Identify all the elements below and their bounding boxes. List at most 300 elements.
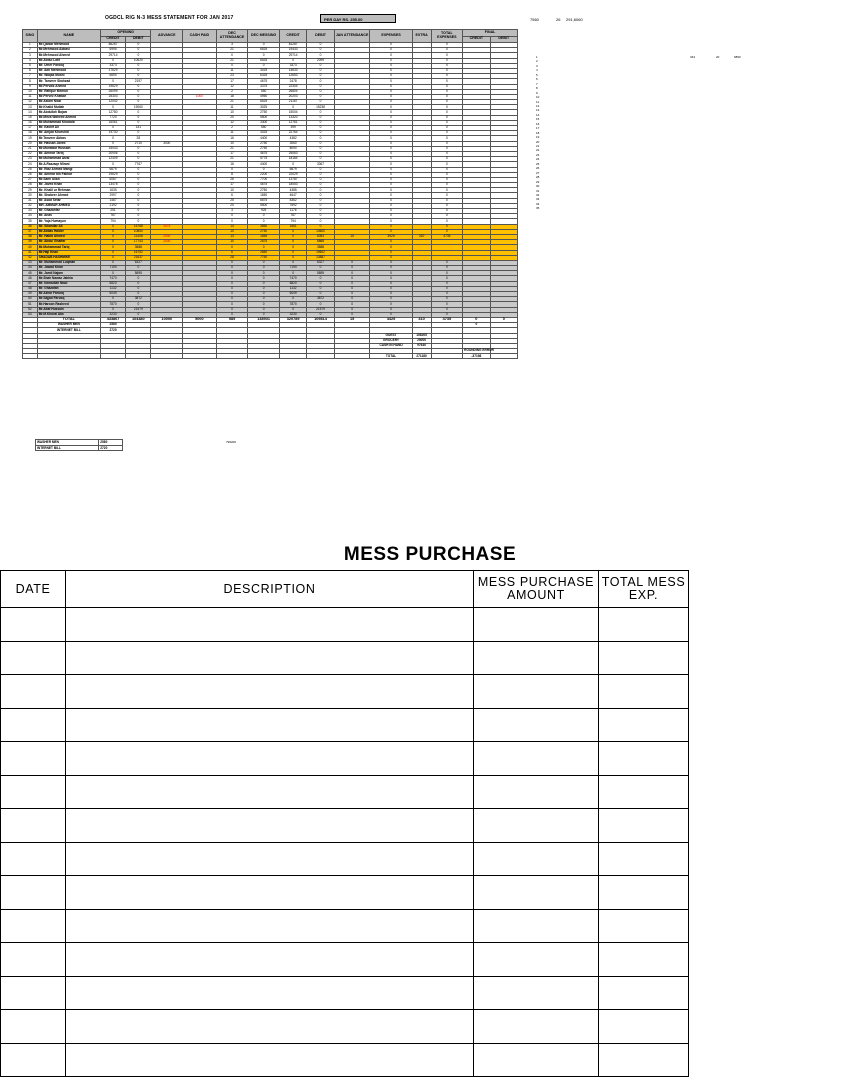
statement-cell: 0 xyxy=(126,172,151,177)
purchase-cell[interactable] xyxy=(66,742,474,776)
side-number: 8 xyxy=(536,86,538,91)
footer-cell xyxy=(37,354,100,359)
total-cell: 109814 xyxy=(307,317,334,322)
member-name-cell: Mr.Pervez Khawar xyxy=(37,94,100,99)
statement-cell: 16752 xyxy=(126,250,151,255)
statement-cell: 3373 xyxy=(100,63,125,68)
statement-cell: 10850 xyxy=(126,229,151,234)
statement-cell: 0 xyxy=(279,260,306,265)
statement-cell: 0 xyxy=(370,162,412,167)
statement-cell: 0 xyxy=(216,53,248,58)
purchase-cell[interactable] xyxy=(1,876,66,910)
statement-cell: 0 xyxy=(334,266,370,271)
statement-cell: 17 xyxy=(216,183,248,188)
purchase-row xyxy=(1,909,689,943)
statement-cell: 0 xyxy=(216,63,248,68)
statement-cell: 0 xyxy=(307,266,334,271)
statement-cell: 0 xyxy=(126,193,151,198)
statement-cell: 22764 xyxy=(279,131,306,136)
statement-cell: 26 xyxy=(216,177,248,182)
statement-cell: 34 xyxy=(23,214,38,219)
side-number: 1 xyxy=(536,55,538,59)
statement-cell: 0 xyxy=(431,271,463,276)
purchase-cell[interactable] xyxy=(474,641,599,675)
purchase-cell[interactable] xyxy=(599,842,689,876)
purchase-cell[interactable] xyxy=(599,775,689,809)
statement-cell: 0 xyxy=(248,219,280,224)
statement-cell: 12780 xyxy=(100,110,125,115)
statement-cell: 2000 xyxy=(151,240,183,245)
statement-cell: 2200 xyxy=(248,172,280,177)
statement-cell: 0 xyxy=(370,177,412,182)
statement-cell: 0 xyxy=(307,94,334,99)
statement-cell: 0 xyxy=(100,245,125,250)
purchase-cell[interactable] xyxy=(1,943,66,977)
statement-cell: 0 xyxy=(307,131,334,136)
statement-cell: 6327 xyxy=(126,260,151,265)
member-name-cell: Mr. Riaz Ahmed Mangi xyxy=(37,167,100,172)
purchase-cell[interactable] xyxy=(599,675,689,709)
purchase-cell[interactable] xyxy=(474,1043,599,1077)
header-total-mess-exp: TOTAL MESS EXP. xyxy=(599,571,689,608)
statement-cell: 0 xyxy=(370,105,412,110)
statement-cell: 3367 xyxy=(307,162,334,167)
corner-value-1: 7560 xyxy=(530,17,539,22)
member-name-cell: Mr.A.Razzaqe Mirani xyxy=(37,162,100,167)
statement-cell: 7470 xyxy=(100,276,125,281)
statement-cell: 0 xyxy=(216,276,248,281)
purchase-cell[interactable] xyxy=(599,608,689,642)
header-final-debit: DEBIT xyxy=(490,36,517,43)
statement-cell: 6049 xyxy=(279,292,306,297)
footer-cell: 108205 xyxy=(412,333,431,338)
purchase-cell[interactable] xyxy=(474,842,599,876)
statement-cell: 3000 xyxy=(151,141,183,146)
header-sno: S/NO xyxy=(23,30,38,43)
statement-cell: 0 xyxy=(431,286,463,291)
statement-cell: 0 xyxy=(248,297,280,302)
header-opening-credit: CREDIT xyxy=(100,36,125,43)
purchase-cell[interactable] xyxy=(66,641,474,675)
purchase-cell[interactable] xyxy=(66,842,474,876)
header-opening: OPENING xyxy=(100,30,151,37)
purchase-cell[interactable] xyxy=(474,943,599,977)
purchase-cell[interactable] xyxy=(599,909,689,943)
statement-cell: 43 xyxy=(23,260,38,265)
member-name-cell: Mr. Muhammad Luqman xyxy=(37,260,100,265)
statement-cell: 19 xyxy=(23,136,38,141)
statement-cell: 0 xyxy=(307,74,334,79)
statement-cell: 0 xyxy=(126,151,151,156)
member-name-cell: Mr. Abdul Ghaffar xyxy=(37,240,100,245)
statement-cell: 86287 xyxy=(100,43,125,48)
footer-cell xyxy=(490,354,517,359)
statement-cell: 0 xyxy=(216,245,248,250)
statement-cell: 4647 xyxy=(279,193,306,198)
statement-cell: 0 xyxy=(370,43,412,48)
statement-cell: 0 xyxy=(126,89,151,94)
header-debit: DEBIT xyxy=(307,30,334,43)
statement-cell: 44 xyxy=(23,266,38,271)
purchase-cell[interactable] xyxy=(66,1043,474,1077)
statement-cell: 0 xyxy=(126,198,151,203)
total-cell: 15 xyxy=(334,317,370,322)
statement-cell: 81287 xyxy=(279,43,306,48)
purchase-cell[interactable] xyxy=(599,1010,689,1044)
member-name-cell: Mr.Abdul Latif xyxy=(37,58,100,63)
statement-cell: 0 xyxy=(100,297,125,302)
purchase-cell[interactable] xyxy=(1,1010,66,1044)
purchase-cell[interactable] xyxy=(1,641,66,675)
side-number: 31 xyxy=(536,188,540,193)
side-number: 28 xyxy=(536,175,540,180)
statement-cell: 29 xyxy=(23,188,38,193)
statement-cell: 0 xyxy=(370,286,412,291)
footer-cell: 271180 xyxy=(412,354,431,359)
statement-title: OGDCL RIG N-3 MESS STATEMENT FOR JAN 2017 xyxy=(105,15,234,21)
statement-cell: 0 xyxy=(100,126,125,131)
statement-cell: 0 xyxy=(307,224,334,229)
statement-cell: 0 xyxy=(248,214,280,219)
statement-cell: 0 xyxy=(126,48,151,53)
statement-cell: 1487 xyxy=(100,198,125,203)
side-number: 13 xyxy=(536,108,540,113)
statement-cell: 0 xyxy=(431,229,463,234)
statement-cell: 28 xyxy=(23,183,38,188)
purchase-cell[interactable] xyxy=(599,708,689,742)
purchase-cell[interactable] xyxy=(474,775,599,809)
side-number: 15 xyxy=(536,117,540,122)
member-name-cell: Mr.Pervaiz Ahmed xyxy=(37,84,100,89)
statement-cell: 7700 xyxy=(248,177,280,182)
purchase-cell[interactable] xyxy=(474,708,599,742)
purchase-cell[interactable] xyxy=(474,909,599,943)
statement-cell: 2478 xyxy=(279,79,306,84)
side-number: 9 xyxy=(536,90,538,95)
purchase-cell[interactable] xyxy=(66,976,474,1010)
statement-cell: 13600 xyxy=(307,229,334,234)
statement-cell: 16788 xyxy=(126,224,151,229)
statement-cell: 2197 xyxy=(126,79,151,84)
statement-cell: 0 xyxy=(370,260,412,265)
statement-cell: 21 xyxy=(216,48,248,53)
statement-cell: 15 xyxy=(23,115,38,120)
statement-cell: 3025 xyxy=(248,131,280,136)
purchase-cell[interactable] xyxy=(599,976,689,1010)
statement-cell: 0 xyxy=(431,162,463,167)
statement-cell: 5895 xyxy=(126,271,151,276)
purchase-cell[interactable] xyxy=(1,809,66,843)
statement-cell: 0 xyxy=(279,234,306,239)
statement-cell: 22304 xyxy=(279,84,306,89)
statement-cell: 0 xyxy=(431,260,463,265)
statement-cell: 0 xyxy=(370,146,412,151)
member-name-cell: Mr. Yaja Humayun xyxy=(37,219,100,224)
statement-cell: 0 xyxy=(431,172,463,177)
member-name-cell: Mr. Asad Setar xyxy=(37,198,100,203)
statement-cell: 0 xyxy=(370,48,412,53)
member-name-cell: Mr.Mehmood Ahmed xyxy=(37,53,100,58)
footer-cell: 2580 xyxy=(100,323,125,328)
purchase-row xyxy=(1,608,689,642)
footer-cell xyxy=(126,354,151,359)
statement-cell: 0 xyxy=(370,110,412,115)
purchase-cell[interactable] xyxy=(1,1043,66,1077)
statement-cell: 10 xyxy=(216,110,248,115)
statement-cell: 2750 xyxy=(248,110,280,115)
statement-cell: 0 xyxy=(431,203,463,208)
purchase-cell[interactable] xyxy=(66,708,474,742)
purchase-row xyxy=(1,641,689,675)
statement-cell: 0 xyxy=(431,48,463,53)
statement-cell: 0 xyxy=(126,203,151,208)
statement-cell: 0 xyxy=(248,302,280,307)
statement-cell: 22 xyxy=(23,151,38,156)
footer-cell: CASH IN HAND xyxy=(370,343,412,348)
statement-cell: 0 xyxy=(126,312,151,317)
purchase-cell[interactable] xyxy=(1,675,66,709)
purchase-cell[interactable] xyxy=(1,742,66,776)
statement-cell: 0 xyxy=(307,53,334,58)
side-number: 25 xyxy=(536,161,540,166)
member-name-cell: SHADAB HASHMIKE xyxy=(37,255,100,260)
statement-cell: 37 xyxy=(23,229,38,234)
purchase-cell[interactable] xyxy=(599,943,689,977)
purchase-cell[interactable] xyxy=(474,742,599,776)
member-name-cell: Mr.Muhammad Khubaib xyxy=(37,120,100,125)
purchase-cell[interactable] xyxy=(1,909,66,943)
statement-cell: 0 xyxy=(248,312,280,317)
statement-cell: 13787 xyxy=(279,177,306,182)
mini-internet-value: 2720 xyxy=(99,445,123,451)
purchase-cell[interactable] xyxy=(474,976,599,1010)
statement-cell: 0 xyxy=(126,84,151,89)
member-name-cell: Mr.Mirza Waheed Ahmed xyxy=(37,115,100,120)
statement-cell: 3025 xyxy=(248,105,280,110)
statement-cell: 16 xyxy=(23,120,38,125)
purchase-cell[interactable] xyxy=(1,775,66,809)
statement-cell: 0 xyxy=(334,297,370,302)
member-name-cell: Mr. Amjad Khurshid xyxy=(37,131,100,136)
total-cell: TOTAL xyxy=(37,317,100,322)
statement-cell: 11 xyxy=(23,94,38,99)
side-misc-3: 6860 xyxy=(734,55,741,59)
statement-cell: 0 xyxy=(431,312,463,317)
member-name-cell: Mr. Habib Ahmed xyxy=(37,234,100,239)
member-name-cell: Mr. Ghazafah xyxy=(37,286,100,291)
statement-cell: 25303 xyxy=(100,94,125,99)
statement-cell: 19629 xyxy=(100,84,125,89)
statement-cell: 3025 xyxy=(248,68,280,73)
statement-cell: 6875 xyxy=(248,198,280,203)
purchase-cell[interactable] xyxy=(474,608,599,642)
statement-cell: 36 xyxy=(23,224,38,229)
statement-cell: 5500 xyxy=(248,115,280,120)
statement-cell: 0 xyxy=(370,224,412,229)
purchase-cell[interactable] xyxy=(599,876,689,910)
statement-cell: 0 xyxy=(307,141,334,146)
member-name-cell: Mr.Muhammad Tariq xyxy=(37,245,100,250)
statement-cell: 0 xyxy=(431,43,463,48)
footer-cell xyxy=(100,354,125,359)
statement-cell: 0 xyxy=(431,193,463,198)
purchase-cell[interactable] xyxy=(474,1010,599,1044)
statement-cell: 23 xyxy=(23,157,38,162)
statement-cell: 0 xyxy=(370,276,412,281)
statement-cell: 10620 xyxy=(126,58,151,63)
purchase-row xyxy=(1,943,689,977)
statement-cell: 21579 xyxy=(126,307,151,312)
total-cell: 164480 xyxy=(126,317,151,322)
statement-cell: 0 xyxy=(370,183,412,188)
statement-cell: 0 xyxy=(431,141,463,146)
statement-cell: 0 xyxy=(307,48,334,53)
purchase-cell[interactable] xyxy=(66,809,474,843)
statement-cell: 5775 xyxy=(248,157,280,162)
header-name: NAME xyxy=(37,30,100,43)
statement-cell: 0 xyxy=(279,105,306,110)
statement-cell: 0 xyxy=(370,63,412,68)
statement-cell: 0 xyxy=(370,203,412,208)
statement-cell: 0 xyxy=(216,271,248,276)
purchase-cell[interactable] xyxy=(66,943,474,977)
statement-cell: 19602 xyxy=(307,250,334,255)
statement-cell: 11408 xyxy=(126,234,151,239)
statement-cell: 0 xyxy=(279,245,306,250)
statement-cell: 0 xyxy=(307,167,334,172)
statement-cell: 17629 xyxy=(100,68,125,73)
statement-cell: 0 xyxy=(370,68,412,73)
purchase-cell[interactable] xyxy=(599,742,689,776)
statement-cell: 0 xyxy=(307,89,334,94)
mini-internet-row xyxy=(36,445,123,451)
statement-cell: 4675 xyxy=(248,79,280,84)
statement-cell: 0 xyxy=(307,203,334,208)
statement-cell: 0 xyxy=(100,250,125,255)
purchase-cell[interactable] xyxy=(599,1043,689,1077)
mini-internet-label: INTERNET BILL xyxy=(36,445,99,451)
member-name-cell: Mr.Qaisar Mehmood xyxy=(37,43,100,48)
statement-cell: 6868 xyxy=(307,240,334,245)
statement-cell: 0 xyxy=(307,312,334,317)
statement-cell: 0 xyxy=(431,131,463,136)
statement-cell: 0 xyxy=(370,172,412,177)
purchase-cell[interactable] xyxy=(1,842,66,876)
total-cell: 0 xyxy=(490,317,517,322)
statement-cell: 0 xyxy=(307,209,334,214)
purchase-cell[interactable] xyxy=(66,1010,474,1044)
statement-cell: 18053 xyxy=(279,183,306,188)
member-name-cell: Mr. Ammar bin Fakhar xyxy=(37,172,100,177)
purchase-cell[interactable] xyxy=(1,608,66,642)
purchase-cell[interactable] xyxy=(66,909,474,943)
statement-cell: 0 xyxy=(431,209,463,214)
statement-cell: 18184 xyxy=(279,157,306,162)
total-cell: 4425 xyxy=(370,317,412,322)
statement-cell: 13478 xyxy=(100,183,125,188)
member-name-cell: Mr.M.Khurai Abs xyxy=(37,312,100,317)
statement-cell: 0 xyxy=(307,183,334,188)
purchase-cell[interactable] xyxy=(474,876,599,910)
statement-cell: 0 xyxy=(126,53,151,58)
member-name-cell: Mr. Rafique Memon xyxy=(37,89,100,94)
statement-cell: 1661 xyxy=(279,224,306,229)
purchase-cell[interactable] xyxy=(66,775,474,809)
purchase-cell[interactable] xyxy=(66,608,474,642)
purchase-cell[interactable] xyxy=(66,876,474,910)
statement-cell: 0 xyxy=(431,157,463,162)
statement-cell: 0 xyxy=(370,131,412,136)
statement-cell: 0 xyxy=(248,167,280,172)
statement-cell: 20 xyxy=(216,203,248,208)
statement-cell: 19730 xyxy=(100,131,125,136)
statement-cell: 0 xyxy=(279,162,306,167)
statement-cell: 0 xyxy=(126,266,151,271)
statement-cell: 3300 xyxy=(248,120,280,125)
statement-cell: 399 xyxy=(279,126,306,131)
statement-cell: 0 xyxy=(216,266,248,271)
statement-cell: 0 xyxy=(126,94,151,99)
statement-cell: 11 xyxy=(216,68,248,73)
statement-cell: 0 xyxy=(100,240,125,245)
statement-cell: 0 xyxy=(370,115,412,120)
statement-cell: 0 xyxy=(307,193,334,198)
statement-cell: 19629 xyxy=(100,172,125,177)
member-name-cell: Mr. Kashif Ali xyxy=(37,126,100,131)
side-number: 10 xyxy=(536,95,540,100)
statement-cell: 20 xyxy=(216,115,248,120)
purchase-row xyxy=(1,675,689,709)
statement-cell: 0 xyxy=(216,292,248,297)
statement-cell: 4400 xyxy=(248,136,280,141)
purchase-cell[interactable] xyxy=(1,708,66,742)
header-dec-messing: DEC MESSING xyxy=(248,30,280,43)
statement-cell: 0 xyxy=(431,84,463,89)
member-name-cell: Mr.Haji Khan xyxy=(37,250,100,255)
statement-cell: 51 xyxy=(23,302,38,307)
purchase-cell[interactable] xyxy=(599,641,689,675)
statement-cell: 0 xyxy=(126,214,151,219)
statement-cell: 0 xyxy=(279,255,306,260)
member-name-cell: Mr.Shah Nawaz Jakhia xyxy=(37,276,100,281)
statement-cell: 794 xyxy=(100,219,125,224)
header-total-expenses: TOTAL EXPENSES xyxy=(431,30,463,43)
statement-cell: 0 xyxy=(307,120,334,125)
purchase-cell[interactable] xyxy=(1,976,66,1010)
statement-cell: 0 xyxy=(370,302,412,307)
statement-cell: 2997 xyxy=(100,193,125,198)
statement-cell: 4382 xyxy=(279,136,306,141)
purchase-cell[interactable] xyxy=(66,675,474,709)
statement-cell: 0 xyxy=(126,110,151,115)
statement-cell: 42 xyxy=(23,255,38,260)
statement-cell: 2750 xyxy=(248,146,280,151)
member-name-cell: Mr.Abdullah Bajwa xyxy=(37,110,100,115)
header-credit: CREDIT xyxy=(279,30,306,43)
statement-cell: 0 xyxy=(334,312,370,317)
member-name-cell: Mr.Sajjad Farooq xyxy=(37,297,100,302)
purchase-cell[interactable] xyxy=(474,809,599,843)
purchase-cell[interactable] xyxy=(474,675,599,709)
statement-cell: 20906 xyxy=(100,151,125,156)
statement-cell: 0 xyxy=(248,281,280,286)
total-cell: 433867 xyxy=(100,317,125,322)
statement-cell: 1635 xyxy=(100,188,125,193)
statement-cell: 0 xyxy=(370,214,412,219)
header-jan-attendance: JAN ATTENDANCE xyxy=(334,30,370,43)
side-number: 29 xyxy=(536,179,540,184)
purchase-cell[interactable] xyxy=(599,809,689,843)
